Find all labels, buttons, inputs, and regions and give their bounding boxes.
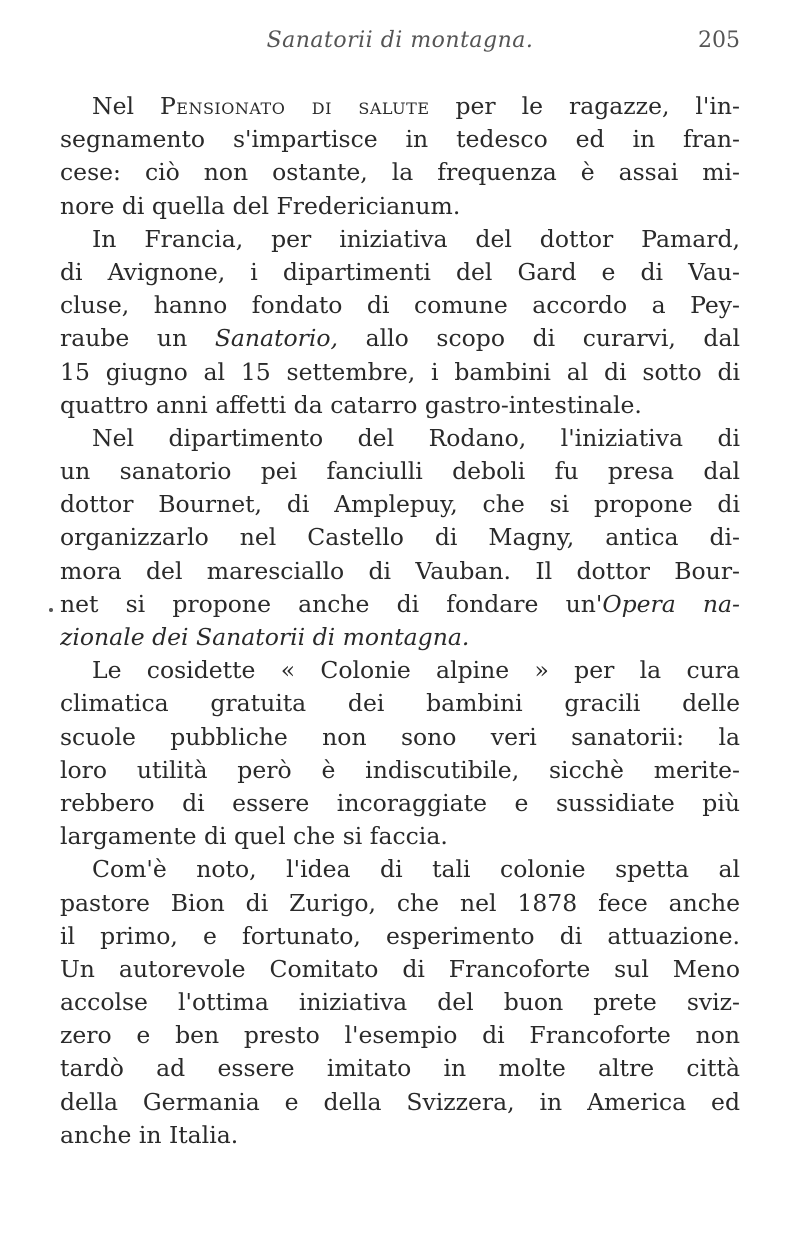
body-text [60,90,740,1152]
text-line: zero e ben presto l'esempio di Francoforte non [60,1021,740,1050]
text-line: pastore Bion di Zurigo, che nel 1878 fece anche [60,888,740,917]
text-line: della Germania e della Svizzera, in America ed [60,1087,740,1116]
text-line: Nel Pensionato di salute per le ragazze, l'in- [92,92,740,120]
text-line: un sanatorio pei fanciulli deboli fu presa dal [60,457,740,486]
text-line: scuole pubbliche non sono veri sanatorii: la [60,722,740,751]
running-head [60,28,740,58]
text-line: accolse l'ottima iniziativa del buon prete sviz- [60,988,740,1017]
text-line: zionale dei Sanatorii di montagna. [60,623,470,651]
text-line: Un autorevole Comitato di Francoforte sul Meno [60,954,740,983]
text-line: anche in Italia. [60,1120,239,1149]
text-line: net si propone anche di fondare un'Opera na- [60,589,740,618]
text-line: largamente di quel che si faccia. [60,822,448,851]
italic-term: Opera na- [602,589,740,618]
text-line: Le cosidette « Colonie alpine » per la cura [92,656,740,685]
text-line: In Francia, per iniziativa del dottor Pamard, [92,224,740,253]
text-line: loro utilità però è indiscutibile, sicchè merite- [60,755,740,784]
text-line: rebbero di essere incoraggiate e sussidiate più [60,788,740,817]
text-line: quattro anni affetti da catarro gastro-intestinale. [60,390,642,419]
text-line: cluse, hanno fondato di comune accordo a Pey- [60,291,740,320]
text-line: climatica gratuita dei bambini gracili delle [60,689,740,718]
text-line: mora del maresciallo di Vauban. Il dottor Bour- [60,556,740,585]
page-number: 205 [698,28,740,53]
text-line: raube un Sanatorio, allo scopo di curarvi, dal [60,324,740,353]
italic-term: Sanatorio, [214,324,339,353]
text-line: dottor Bournet, di Amplepuy, che si propone di [60,490,740,519]
text-line: tardò ad essere imitato in molte altre città [60,1054,740,1083]
text-line: organizzarlo nel Castello di Magny, antica di- [60,523,740,552]
text-line: Com'è noto, l'idea di tali colonie spetta al [92,855,740,884]
running-title: Sanatorii di montagna. [266,28,534,53]
margin-mark [49,608,53,612]
text-line: cese: ciò non ostante, la frequenza è assai mi- [60,158,740,187]
text-line: nore di quella del Fredericianum. [60,191,461,220]
text-line: il primo, e fortunato, esperimento di attuazione. [60,921,740,950]
text-line: di Avignone, i dipartimenti del Gard e di Vau- [60,257,740,286]
text-line: segnamento s'impartisce in tedesco ed in fran- [60,125,740,154]
text-line: Nel dipartimento del Rodano, l'iniziativa di [92,423,740,452]
smallcaps-term: Pensionato di salute [159,92,430,120]
text-line: 15 giugno al 15 settembre, i bambini al di sotto di [60,357,740,386]
